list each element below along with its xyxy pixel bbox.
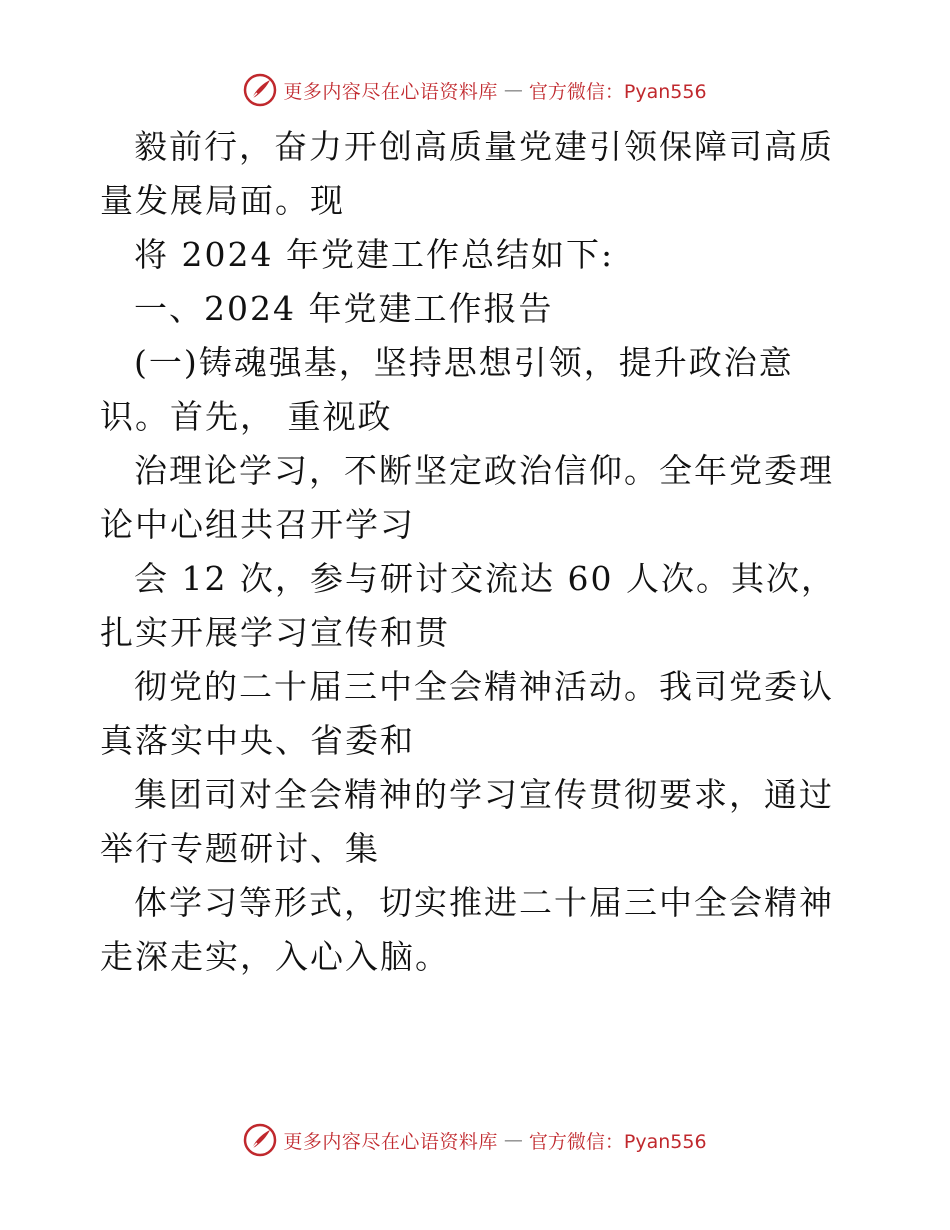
paragraph-7: 集团司对全会精神的学习宣传贯彻要求，通过举行专题研讨、集 [100, 775, 834, 868]
paragraph-3: (一)铸魂强基，坚持思想引领，提升政治意识。首先， 重视政 [100, 343, 794, 436]
watermark-separator: — [503, 1129, 523, 1151]
paragraph-1: 毅前行，奋力开创高质量党建引领保障司高质量发展局面。现 [100, 127, 834, 220]
header-watermark [0, 70, 950, 110]
watermark-wechat: 官方微信：Pyan556 [528, 1130, 707, 1153]
feather-pen-logo-icon [243, 73, 277, 107]
watermark-wechat: 官方微信：Pyan556 [528, 80, 707, 103]
paragraph-6: 彻党的二十届三中全会精神活动。我司党委认真落实中央、省委和 [100, 667, 834, 760]
watermark-text: 更多内容尽在心语资料库 [283, 1130, 498, 1153]
paragraph-2: 将 2024 年党建工作总结如下: [134, 235, 615, 274]
paragraph-8: 体学习等形式，切实推进二十届三中全会精神走深走实，入心入脑。 [100, 883, 834, 976]
document-body [100, 120, 855, 984]
watermark-separator: — [503, 79, 523, 101]
footer-watermark [0, 1120, 950, 1160]
paragraph-4: 治理论学习，不断坚定政治信仰。全年党委理论中心组共召开学习 [100, 451, 834, 544]
feather-pen-logo-icon [243, 1123, 277, 1157]
paragraph-5: 会 12 次，参与研讨交流达 60 人次。其次，扎实开展学习宣传和贯 [100, 559, 836, 652]
section-heading: 一、2024 年党建工作报告 [134, 289, 554, 328]
watermark-text: 更多内容尽在心语资料库 [283, 80, 498, 103]
